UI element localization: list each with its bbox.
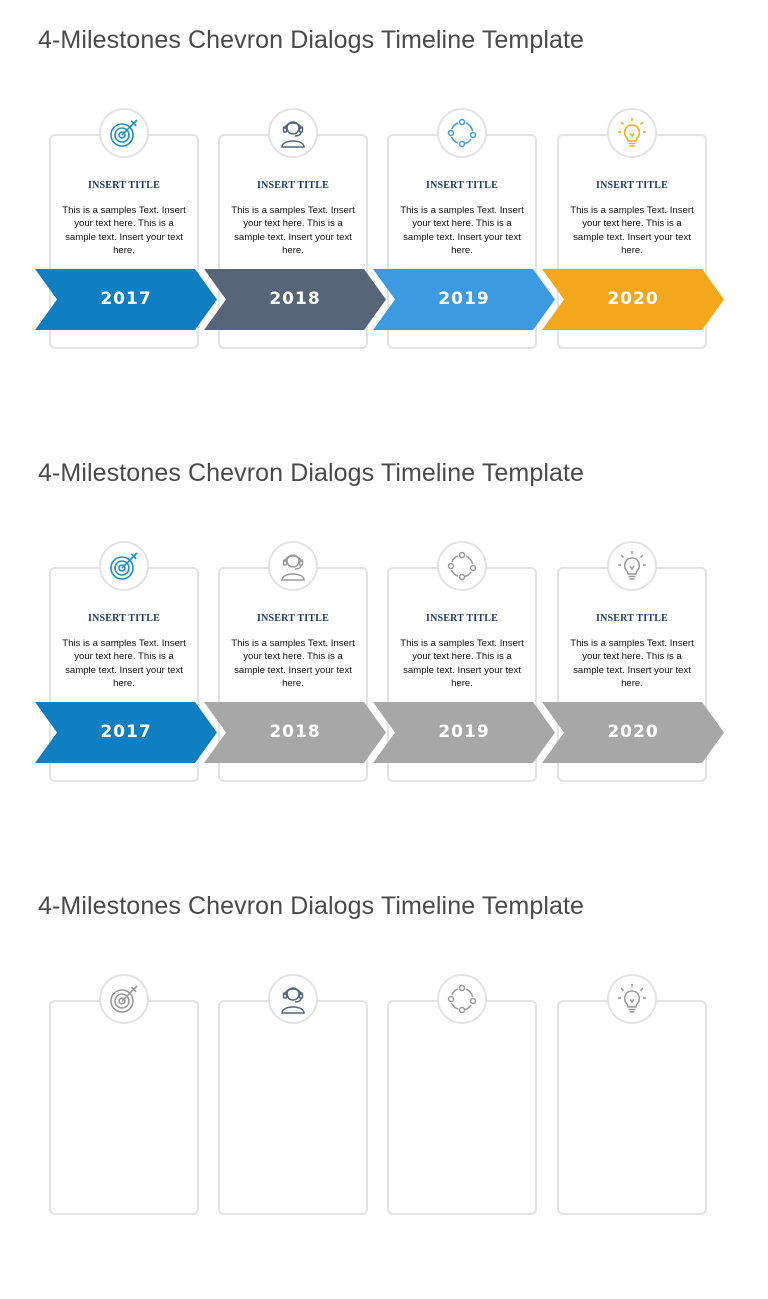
chevron-2017	[35, 269, 217, 330]
cycle-icon	[437, 974, 487, 1024]
target-icon	[99, 541, 149, 591]
chevron-2017	[35, 702, 217, 763]
year-label: 2019	[438, 289, 490, 309]
milestone-text: This is a samples Text. Insert your text here. This is a sample text. Insert your text here.	[570, 205, 694, 257]
milestone-title: INSERT TITLE	[426, 180, 498, 191]
headset-user-icon	[268, 108, 318, 158]
milestone-title: INSERT TITLE	[426, 613, 498, 624]
year-label: 2019	[438, 722, 490, 742]
target-icon	[99, 974, 149, 1024]
milestone-card-4	[557, 1000, 707, 1215]
lightbulb-icon	[607, 108, 657, 158]
slide-title: 4-Milestones Chevron Dialogs Timeline Template	[38, 459, 585, 487]
milestone-title: INSERT TITLE	[257, 180, 329, 191]
chevron-2020	[542, 269, 724, 330]
year-label: 2020	[607, 289, 659, 309]
milestone-title: INSERT TITLE	[596, 180, 668, 191]
milestone-card-2	[218, 1000, 368, 1215]
cycle-icon	[437, 108, 487, 158]
year-label: 2018	[269, 722, 321, 742]
year-label: 2017	[100, 722, 152, 742]
milestone-text: This is a samples Text. Insert your text here. This is a sample text. Insert your text here.	[400, 638, 524, 690]
milestone-text: This is a samples Text. Insert your text here. This is a sample text. Insert your text here.	[62, 205, 186, 257]
chevron-2018	[204, 269, 386, 330]
year-label: 2020	[607, 722, 659, 742]
slide-2	[0, 433, 768, 866]
slide-title: 4-Milestones Chevron Dialogs Timeline Template	[38, 26, 585, 54]
headset-user-icon	[268, 541, 318, 591]
milestone-text: This is a samples Text. Insert your text here. This is a sample text. Insert your text here.	[400, 205, 524, 257]
milestone-card-3	[387, 1000, 537, 1215]
chevron-2019	[373, 702, 555, 763]
headset-user-icon	[268, 974, 318, 1024]
milestone-text: This is a samples Text. Insert your text here. This is a sample text. Insert your text here.	[231, 205, 355, 257]
year-label: 2017	[100, 289, 152, 309]
chevron-2020	[542, 702, 724, 763]
milestone-card-1	[49, 1000, 199, 1215]
year-label: 2018	[269, 289, 321, 309]
lightbulb-icon	[607, 974, 657, 1024]
slide-title: 4-Milestones Chevron Dialogs Timeline Template	[38, 892, 585, 920]
milestone-title: INSERT TITLE	[88, 613, 160, 624]
milestone-text: This is a samples Text. Insert your text here. This is a sample text. Insert your text here.	[231, 638, 355, 690]
slide-1	[0, 0, 768, 433]
milestone-title: INSERT TITLE	[88, 180, 160, 191]
chevron-2019	[373, 269, 555, 330]
milestone-text: This is a samples Text. Insert your text here. This is a sample text. Insert your text here.	[570, 638, 694, 690]
lightbulb-icon	[607, 541, 657, 591]
milestone-title: INSERT TITLE	[596, 613, 668, 624]
milestone-title: INSERT TITLE	[257, 613, 329, 624]
target-icon	[99, 108, 149, 158]
slide-3	[0, 866, 768, 1299]
milestone-text: This is a samples Text. Insert your text here. This is a sample text. Insert your text here.	[62, 638, 186, 690]
cycle-icon	[437, 541, 487, 591]
chevron-2018	[204, 702, 386, 763]
